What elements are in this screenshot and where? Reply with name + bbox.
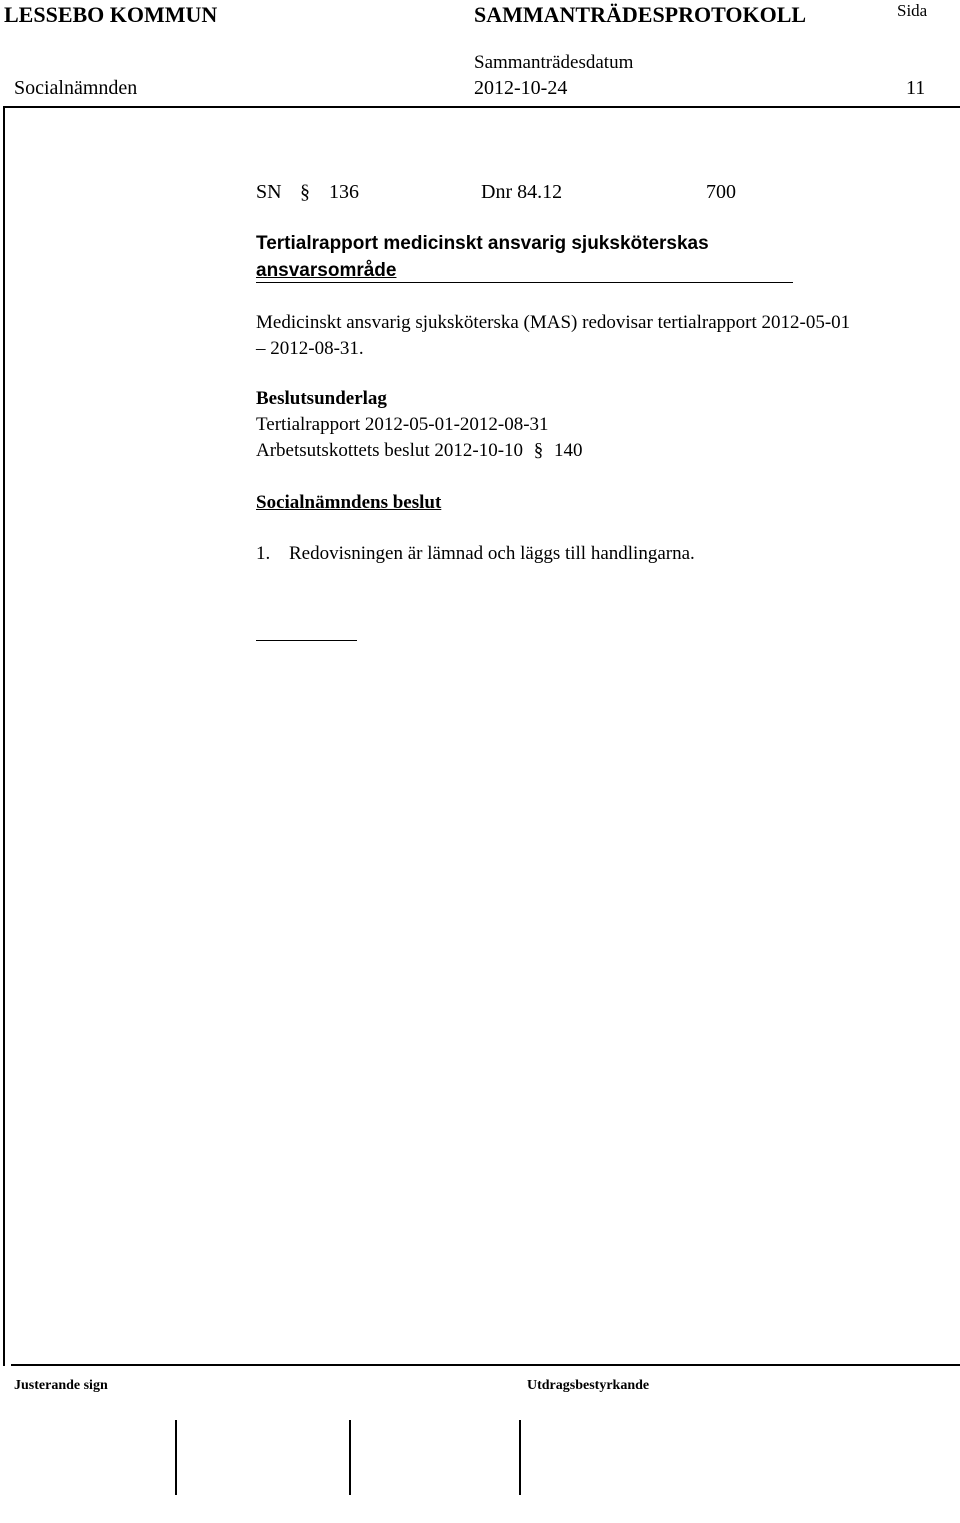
page-number: 11 xyxy=(906,77,926,99)
decision-number: 1. xyxy=(256,543,271,564)
item-code: 700 xyxy=(706,181,736,203)
meeting-date: 2012-10-24 xyxy=(474,77,568,99)
page-label: Sida xyxy=(897,1,928,20)
left-margin-rule xyxy=(3,106,5,1366)
body-line2: – 2012-08-31. xyxy=(256,338,364,359)
basis-line2-text: Arbetsutskottets beslut 2012-10-10 xyxy=(256,440,524,461)
item-title-line1: Tertialrapport medicinskt ansvarig sjuksköterskas xyxy=(256,233,709,254)
document-type: SAMMANTRÄDESPROTOKOLL xyxy=(474,2,807,27)
diary-number: Dnr 84.12 xyxy=(481,181,563,203)
organization-name: LESSEBO KOMMUN xyxy=(4,2,218,27)
basis-line2-symbol: § xyxy=(533,440,544,461)
basis-line1: Tertialrapport 2012-05-01-2012-08-31 xyxy=(256,414,549,435)
adjuster-sign-label: Justerande sign xyxy=(14,1378,108,1393)
basis-line2-number: 140 xyxy=(554,440,583,461)
decision-text: Redovisningen är lämnad och läggs till handlingarna. xyxy=(289,543,695,564)
footer-rule xyxy=(11,1364,960,1366)
section-symbol: § xyxy=(300,181,310,203)
signature-box-divider xyxy=(175,1420,177,1495)
title-underline xyxy=(256,282,793,283)
closing-separator xyxy=(256,640,357,641)
decision-heading: Socialnämndens beslut xyxy=(256,492,442,513)
basis-heading: Beslutsunderlag xyxy=(256,388,387,409)
extract-certification-label: Utdragsbestyrkande xyxy=(527,1378,650,1393)
section-number: 136 xyxy=(329,181,359,203)
signature-box-divider xyxy=(349,1420,351,1495)
item-title-line2: ansvarsområde xyxy=(256,260,397,281)
basis-line2 xyxy=(256,440,583,462)
signature-box-divider xyxy=(519,1420,521,1495)
item-sn: SN xyxy=(256,181,282,203)
header-rule xyxy=(3,106,960,108)
committee-name: Socialnämnden xyxy=(14,77,138,99)
body-line1: Medicinskt ansvarig sjuksköterska (MAS) redovisar tertialrapport 2012-05-01 xyxy=(256,312,851,333)
meeting-date-label: Sammanträdesdatum xyxy=(474,52,634,73)
